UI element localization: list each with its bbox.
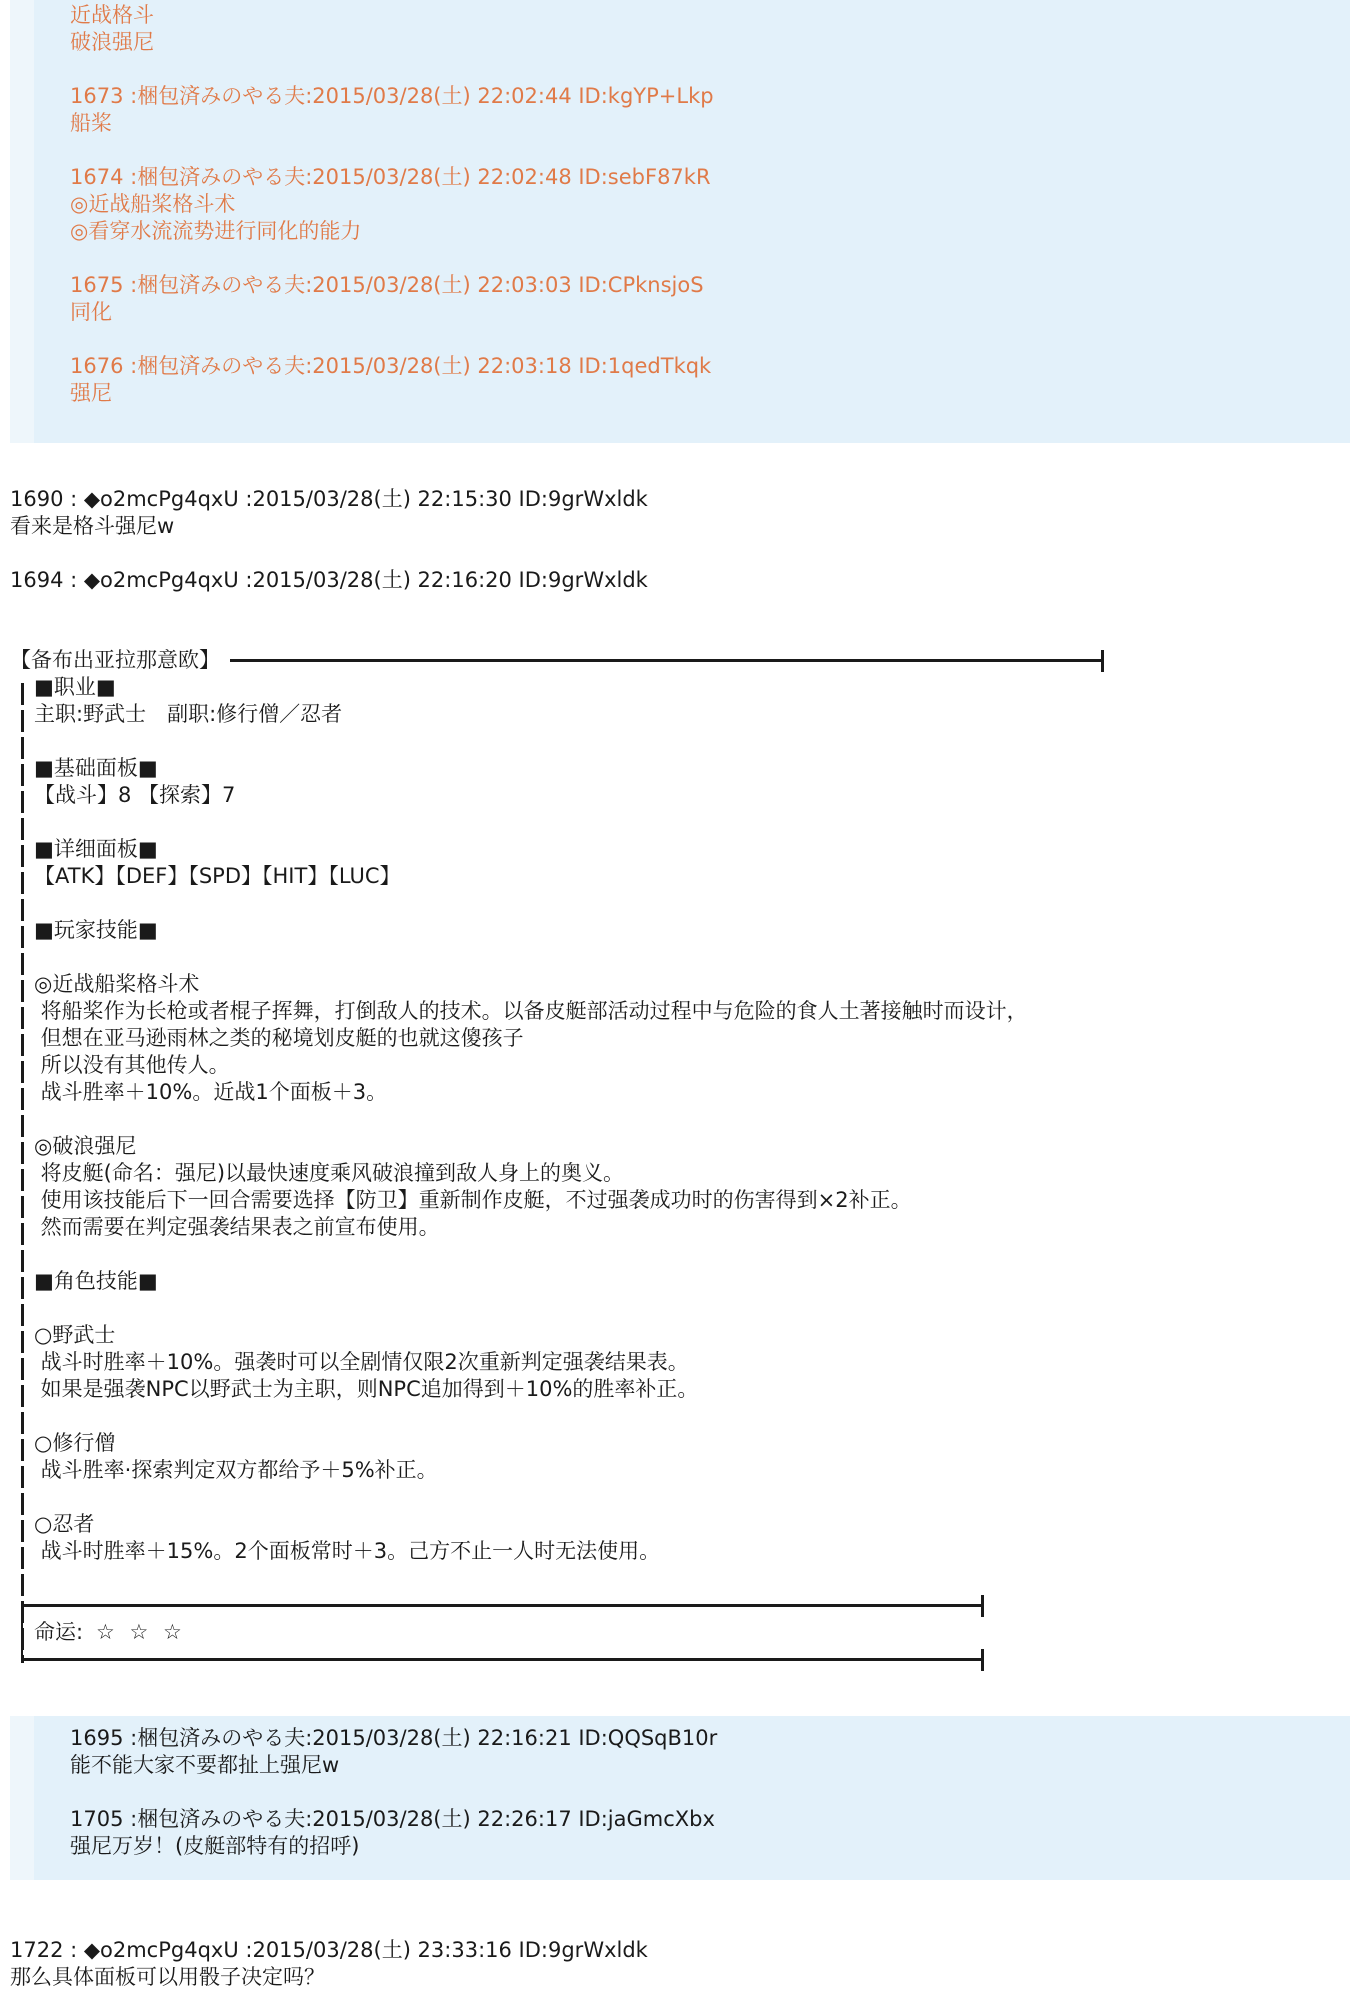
skill-name-nobushi: ○野武士 — [34, 1323, 116, 1347]
post-body-1674: ◎看穿水流流势进行同化的能力 — [70, 219, 362, 243]
sheet-top-rule-end — [1101, 650, 1104, 672]
skill-name-monk: ○修行僧 — [34, 1431, 116, 1455]
skill-desc: 但想在亚马逊雨林之类的秘境划皮艇的也就这傻孩子 — [34, 1026, 524, 1050]
post-header-1674: 1674 :梱包済みのやる夫:2015/03/28(土) 22:02:48 ID:sebF87kR — [70, 165, 711, 189]
post-header-1705: 1705 :梱包済みのやる夫:2015/03/28(土) 22:26:17 ID:jaGmcXbx — [70, 1807, 715, 1831]
skill-name-ninja: ○忍者 — [34, 1512, 95, 1536]
skill-desc: 将船桨作为长枪或者棍子挥舞，打倒敌人的技术。以备皮艇部活动过程中与危险的食人土著接触时而设计， — [34, 999, 1028, 1023]
sheet-heading-basic-panel: ■基础面板■ — [34, 756, 158, 780]
skill-desc: 然而需要在判定强袭结果表之前宣布使用。 — [34, 1215, 440, 1239]
post-header-1675: 1675 :梱包済みのやる夫:2015/03/28(土) 22:03:03 ID:CPknsjoS — [70, 273, 704, 297]
skill-desc: 战斗胜率＋10%。近战1个面板＋3。 — [34, 1080, 388, 1104]
post-body-1675: 同化 — [70, 300, 112, 324]
skill-desc: 战斗时胜率＋15%。2个面板常时＋3。己方不止一人时无法使用。 — [34, 1539, 661, 1563]
post-header-1673: 1673 :梱包済みのやる夫:2015/03/28(土) 22:02:44 ID:kgYP+Lkp — [70, 84, 714, 108]
sheet-title: 【备布出亚拉那意欧】 — [10, 648, 220, 672]
sheet-line: 主职:野武士 副职:修行僧／忍者 — [34, 702, 343, 726]
fate-stars: ☆ ☆ ☆ — [96, 1620, 186, 1644]
sheet-heading-player-skills: ■玩家技能■ — [34, 918, 158, 942]
post-body-1676: 强尼 — [70, 381, 112, 405]
post-body-1705: 强尼万岁！(皮艇部特有的招呼) — [70, 1834, 360, 1858]
post-header-1694: 1694 : ◆o2mcPg4qxU :2015/03/28(土) 22:16:20 ID:9grWxldk — [10, 568, 648, 592]
skill-desc: 战斗胜率·探索判定双方都给予＋5%补正。 — [34, 1458, 438, 1482]
skill-desc: 战斗时胜率＋10%。强袭时可以全剧情仅限2次重新判定强袭结果表。 — [34, 1350, 689, 1374]
post-header-1690: 1690 : ◆o2mcPg4qxU :2015/03/28(土) 22:15:30 ID:9grWxldk — [10, 487, 648, 511]
sheet-line: 【ATK】【DEF】【SPD】【HIT】【LUC】 — [34, 864, 401, 888]
sheet-heading-detail-panel: ■详细面板■ — [34, 837, 158, 861]
post-body-1673: 船桨 — [70, 111, 112, 135]
post-header-1722: 1722 : ◆o2mcPg4qxU :2015/03/28(土) 23:33:16 ID:9grWxldk — [10, 1938, 648, 1962]
post-body-1674: ◎近战船桨格斗术 — [70, 192, 236, 216]
quote-line: 近战格斗 — [70, 3, 154, 27]
sheet-mid-rule — [21, 1604, 983, 1607]
post-body-1722: 那么具体面板可以用骰子决定吗？ — [10, 1965, 325, 1989]
skill-name-paddle: ◎近战船桨格斗术 — [34, 972, 200, 996]
sheet-left-border — [21, 683, 24, 1663]
sheet-bottom-rule — [21, 1658, 983, 1661]
skill-desc: 使用该技能后下一回合需要选择【防卫】重新制作皮艇，不过强袭成功时的伤害得到×2补正。 — [34, 1188, 912, 1212]
post-body-1690: 看来是格斗强尼w — [10, 514, 175, 538]
sheet-line: 【战斗】8 【探索】7 — [34, 783, 236, 807]
sheet-mid-rule-end — [981, 1595, 984, 1617]
skill-desc: 所以没有其他传人。 — [34, 1053, 230, 1077]
sheet-top-rule — [230, 659, 1102, 662]
fate-label: 命运: — [34, 1620, 84, 1644]
post-body-1695: 能不能大家不要都扯上强尼w — [70, 1753, 340, 1777]
post-header-1695: 1695 :梱包済みのやる夫:2015/03/28(土) 22:16:21 ID:QQSqB10r — [70, 1726, 718, 1750]
post-header-1676: 1676 :梱包済みのやる夫:2015/03/28(土) 22:03:18 ID:1qedTkqk — [70, 354, 712, 378]
skill-name-wave-johnny: ◎破浪强尼 — [34, 1134, 137, 1158]
sheet-bottom-rule-end — [981, 1649, 984, 1671]
sheet-fate-border — [21, 1615, 23, 1659]
quote-line: 破浪强尼 — [70, 30, 154, 54]
skill-desc: 如果是强袭NPC以野武士为主职，则NPC追加得到＋10%的胜率补正。 — [34, 1377, 699, 1401]
skill-desc: 将皮艇(命名：强尼)以最快速度乘风破浪撞到敌人身上的奥义。 — [34, 1161, 625, 1185]
sheet-heading-character-skills: ■角色技能■ — [34, 1269, 158, 1293]
sheet-heading-job: ■职业■ — [34, 675, 116, 699]
